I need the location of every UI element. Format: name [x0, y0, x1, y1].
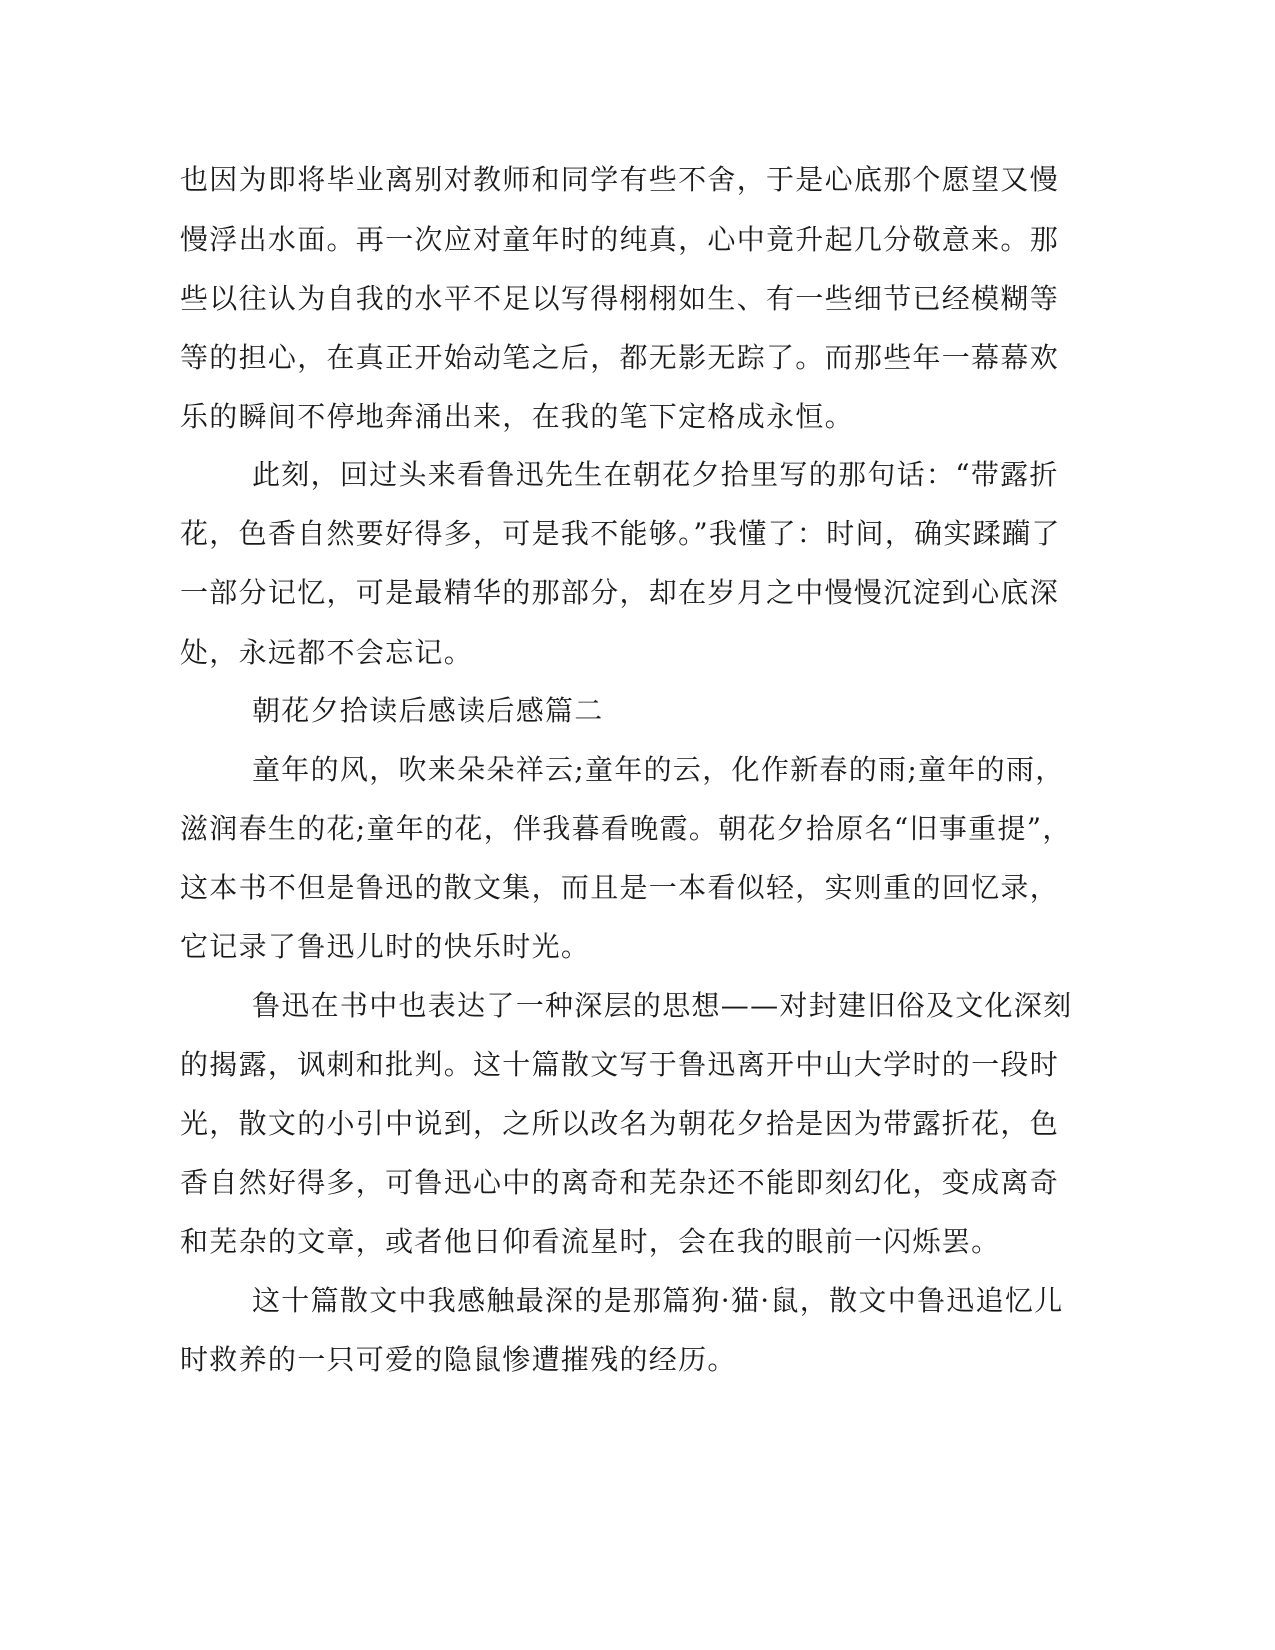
text-line: 它记录了鲁迅儿时的快乐时光。 [180, 930, 591, 963]
text-line: 些以往认为自我的水平不足以写得栩栩如生、有一些细节已经模糊等 [180, 282, 1060, 315]
text-line: 也因为即将毕业离别对教师和同学有些不舍，于是心底那个愿望又慢 [180, 163, 1060, 196]
text-line: 花，色香自然要好得多，可是我不能够。”我懂了：时间，确实蹂躏了 [180, 517, 1061, 550]
text-line: 滋润春生的花;童年的花，伴我暮看晚霞。朝花夕拾原名“旧事重提”， [180, 812, 1072, 845]
text-line: 时救养的一只可爱的隐鼠惨遭摧残的经历。 [180, 1343, 737, 1376]
text-line: 这本书不但是鲁迅的散文集，而且是一本看似轻，实则重的回忆录， [180, 871, 1060, 904]
text-line: 处，永远都不会忘记。 [180, 636, 474, 669]
text-line: 等的担心，在真正开始动笔之后，都无影无踪了。而那些年一幕幕欢 [180, 341, 1060, 374]
text-line: 和芜杂的文章，或者他日仰看流星时，会在我的眼前一闪烁罢。 [180, 1225, 1001, 1258]
text-line: 此刻，回过头来看鲁迅先生在朝花夕拾里写的那句话：“带露折 [252, 458, 1059, 491]
text-line: 的揭露，讽刺和批判。这十篇散文写于鲁迅离开中山大学时的一段时 [180, 1048, 1060, 1081]
text-line: 香自然好得多，可鲁迅心中的离奇和芜杂还不能即刻幻化，变成离奇 [180, 1166, 1060, 1199]
text-line: 鲁迅在书中也表达了一种深层的思想——对封建旧俗及文化深刻 [252, 989, 1073, 1022]
text-line: 光，散文的小引中说到，之所以改名为朝花夕拾是因为带露折花，色 [180, 1107, 1060, 1140]
text-line: 这十篇散文中我感触最深的是那篇狗·猫·鼠，散文中鲁迅追忆儿 [252, 1284, 1064, 1317]
text-line: 一部分记忆，可是最精华的那部分，却在岁月之中慢慢沉淀到心底深 [180, 576, 1060, 609]
text-line: 慢浮出水面。再一次应对童年时的纯真，心中竟升起几分敬意来。那 [180, 223, 1060, 256]
text-line: 乐的瞬间不停地奔涌出来，在我的笔下定格成永恒。 [180, 400, 854, 433]
text-line: 童年的风，吹来朵朵祥云;童年的云，化作新春的雨;童年的雨， [252, 753, 1065, 786]
section-heading: 朝花夕拾读后感读后感篇二 [252, 694, 604, 727]
